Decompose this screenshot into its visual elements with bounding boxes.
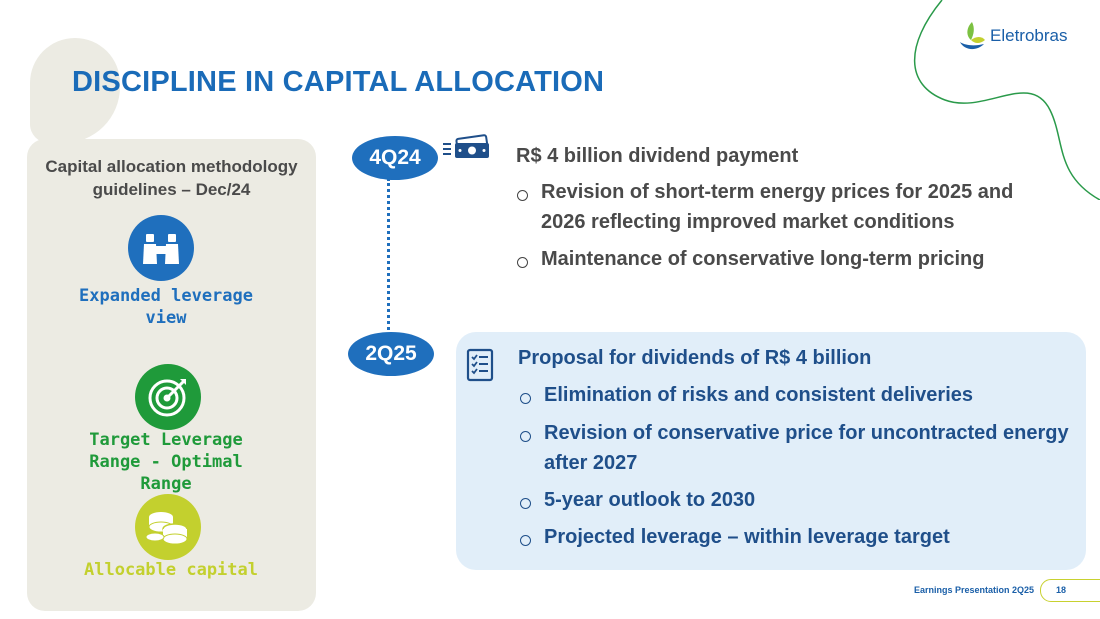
binoculars-icon xyxy=(128,215,194,281)
bullet-marker xyxy=(520,498,531,509)
money-icon xyxy=(443,134,493,160)
timeline-connector xyxy=(387,178,390,336)
capital-allocation-panel xyxy=(27,139,316,611)
panel-heading: Capital allocation methodology guidelines – Dec/24 xyxy=(45,157,298,199)
bullet-revision-short-term: Revision of short-term energy prices for 2025 and 2026 reflecting improved market conditions xyxy=(541,181,1014,233)
target-icon xyxy=(135,364,201,430)
target-leverage-label: Target Leverage Range - Optimal Range xyxy=(89,430,243,494)
bullet-marker xyxy=(517,190,528,201)
expanded-leverage-label: Expanded leverage view xyxy=(79,286,253,328)
bullet-marker xyxy=(517,257,528,268)
bullet-marker xyxy=(520,535,531,546)
dividend-payment-headline: R$ 4 billion dividend payment xyxy=(516,145,799,167)
quarter-badge-2q25: 2Q25 xyxy=(348,332,434,376)
page-number: 18 xyxy=(1056,585,1067,595)
footer-text: Earnings Presentation 2Q25 xyxy=(914,585,1035,595)
bullet-marker xyxy=(520,431,531,442)
bullet-revision-conservative-price: Revision of conservative price for uncontracted energy after 2027 xyxy=(544,422,1069,474)
page-title: DISCIPLINE IN CAPITAL ALLOCATION xyxy=(72,66,605,98)
page-number-pill xyxy=(1040,579,1100,602)
bullet-marker xyxy=(520,393,531,404)
bullet-projected-leverage: Projected leverage – within leverage target xyxy=(544,526,950,548)
allocable-capital-label: Allocable capital xyxy=(84,560,258,580)
eletrobras-logo xyxy=(958,18,1067,54)
dividend-proposal-headline: Proposal for dividends of R$ 4 billion xyxy=(518,347,872,369)
coins-icon xyxy=(135,494,201,560)
bullet-five-year-outlook: 5-year outlook to 2030 xyxy=(544,489,756,511)
checklist-icon xyxy=(466,348,494,382)
logo-text: Eletrobras xyxy=(990,26,1068,45)
quarter-badge-4q24: 4Q24 xyxy=(352,136,438,180)
bullet-maintenance-pricing: Maintenance of conservative long-term pricing xyxy=(541,248,985,270)
eletrobras-leaf-icon xyxy=(958,20,986,52)
bullet-elimination-risks: Elimination of risks and consistent deliveries xyxy=(544,384,974,406)
